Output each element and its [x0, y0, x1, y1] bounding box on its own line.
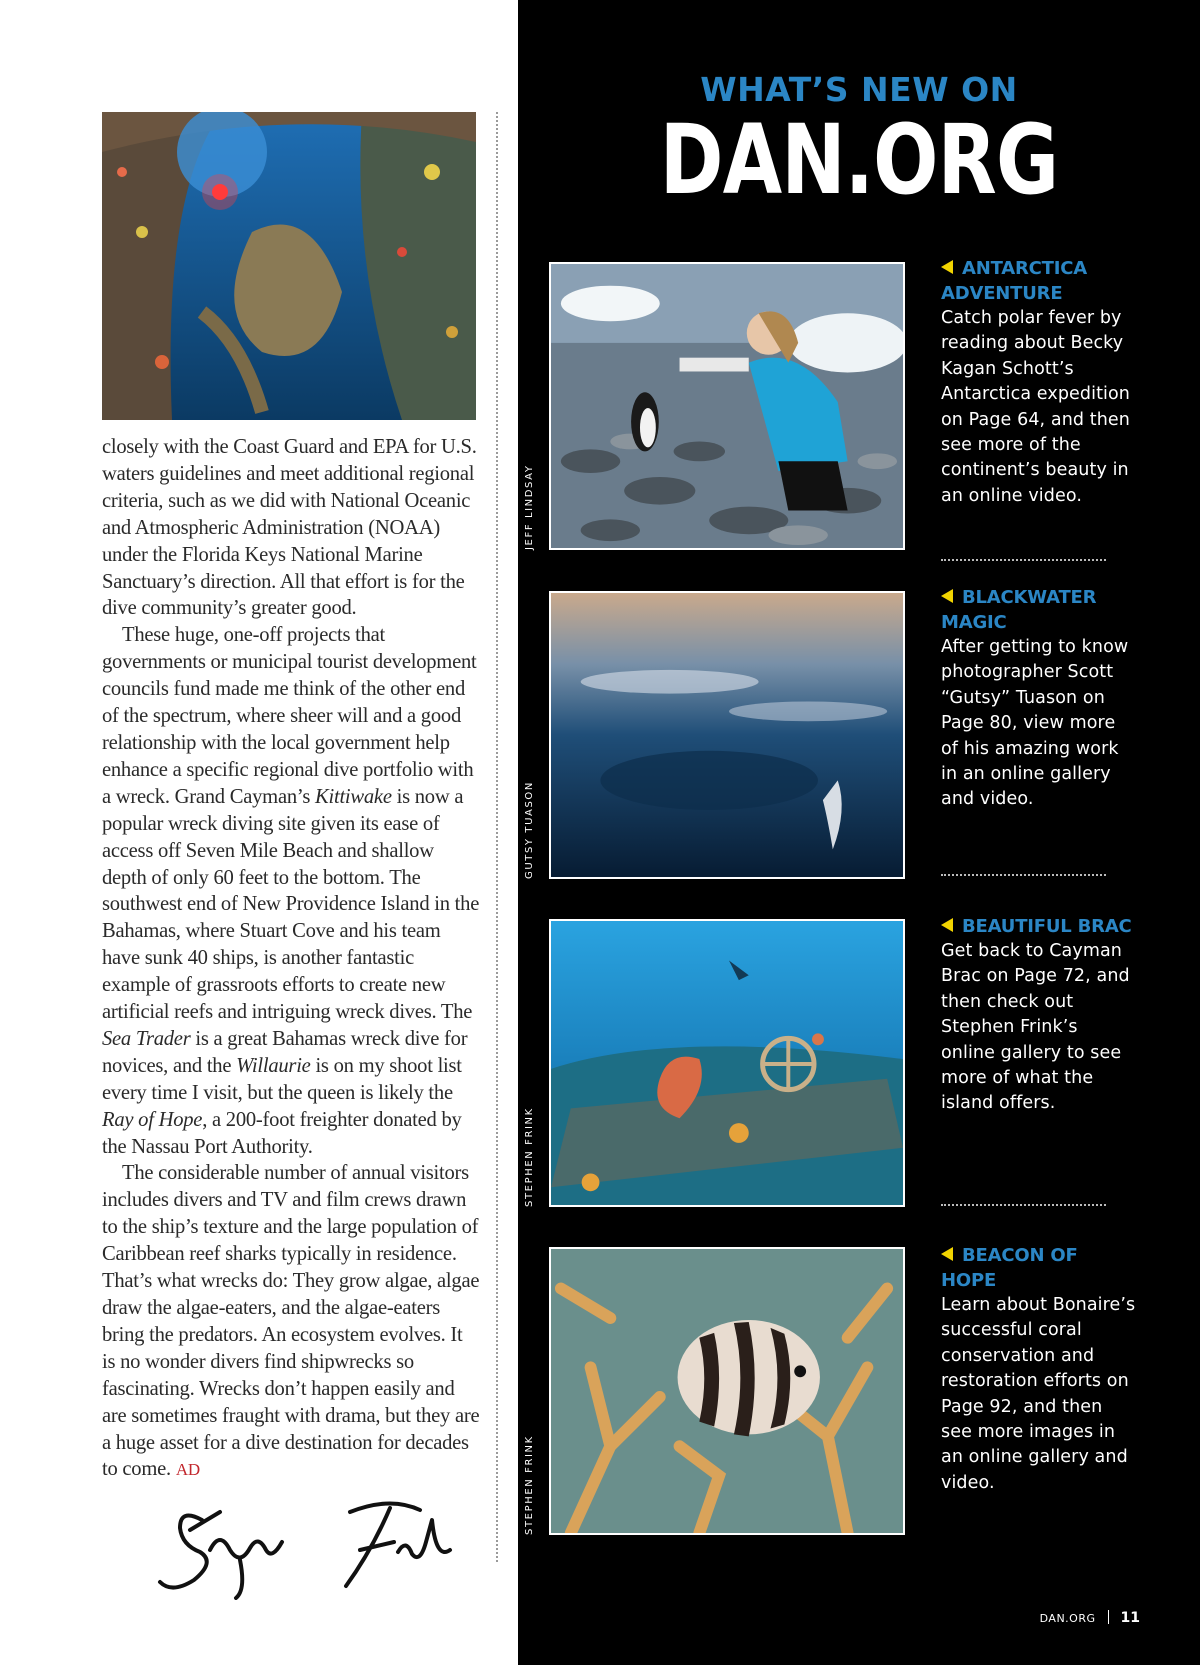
page-number: 11	[1120, 1610, 1140, 1626]
blackwater-photo	[549, 591, 905, 879]
photo-credit: STEPHEN FRINK	[524, 1435, 535, 1535]
panel-site-title: DAN.ORG	[659, 104, 1059, 216]
text-run: is on my shoot list every time I visit, but the queen is likely the	[102, 1054, 462, 1104]
news-item-bonaire[interactable]	[941, 1243, 1136, 1496]
news-item-body: Catch polar fever by reading about Becky Kagan Schott’s Antarctica expedition on Page 64, and then see more of the continent’s beauty in an online video.	[941, 308, 1130, 506]
article-column	[0, 0, 518, 1665]
text-run: The considerable number of annual visitors includes divers and TV and film crews drawn to the ship’s texture and the large population of Caribbean reef sharks typically in residence. That’s what wrecks do: They grow algae, algae draw the algae-eaters, and the algae-eaters bring the predators. An ecosystem evolves. It is no wonder divers find shipwrecks so fascinating. Wrecks don’t happen easily and are sometimes fraught with drama, but they are a huge asset for a dive destination for decades to come.	[102, 1162, 480, 1481]
news-item-title[interactable]: BEACON OF HOPE	[941, 1245, 1078, 1291]
news-item-title[interactable]: BLACKWATER MAGIC	[941, 587, 1097, 633]
item-divider	[941, 559, 1106, 561]
italic-title: Sea Trader	[102, 1027, 191, 1050]
arrow-left-icon	[941, 918, 953, 932]
news-item-body: Learn about Bonaire’s successful coral conservation and restoration efforts on Page 92, and then see more images in an online gallery and video.	[941, 1295, 1136, 1493]
news-item-body: Get back to Cayman Brac on Page 72, and then check out Stephen Frink’s online gallery to see more of what the island offers.	[941, 941, 1130, 1114]
text-run: These huge, one-off projects that governments or municipal tourist development councils fund made me think of the other end of the spectrum, where sheer will and a good relationship with the local government help enhance a specific regional dive portfolio with a wreck. Grand Cayman’s	[102, 624, 477, 808]
photo-credit: JEFF LINDSAY	[524, 464, 535, 550]
article-paragraph	[102, 1160, 480, 1484]
text-run: closely with the Coast Guard and EPA for U.S. waters guidelines and meet additional regional criteria, such as we did with National Oceanic and Atmospheric Administration (NOAA) under the Florida Keys National Marine Sanctuary’s direction. All that effort is for the dive community’s greater good.	[102, 436, 477, 620]
text-run: is now a popular wreck diving site given its ease of access off Seven Mile Beach and shallow depth of only 60 feet to the bottom. The southwest end of New Providence Island in the Bahamas, where Stuart Cove and his team have sunk 40 ships, is another fantastic example of grassroots efforts to create new artificial reefs and intriguing wreck dives. The	[102, 785, 480, 1024]
bonaire-coral-photo	[549, 1247, 905, 1535]
article-paragraph	[102, 622, 480, 1160]
arrow-left-icon	[941, 1247, 953, 1261]
arrow-left-icon	[941, 589, 953, 603]
item-divider	[941, 874, 1106, 876]
end-mark: AD	[175, 1460, 200, 1480]
cayman-brac-wreck-photo	[549, 919, 905, 1207]
photo-credit: STEPHEN FRINK	[524, 1107, 535, 1207]
news-item-body: After getting to know photographer Scott “Gutsy” Tuason on Page 80, view more of his amazing work in an online gallery and video.	[941, 637, 1129, 810]
whats-new-panel	[518, 0, 1200, 1665]
article-body	[102, 434, 480, 1484]
news-item-blackwater[interactable]	[941, 585, 1136, 813]
text-run: , a 200-foot freighter donated by the Nassau Port Authority.	[102, 1108, 462, 1158]
panel-kicker: WHAT’S NEW ON	[700, 70, 1018, 109]
italic-title: Ray of Hope	[102, 1108, 203, 1131]
news-item-title[interactable]: ANTARCTICA ADVENTURE	[941, 258, 1087, 304]
news-item-brac[interactable]	[941, 914, 1136, 1117]
column-divider	[496, 112, 498, 1562]
article-paragraph	[102, 434, 480, 622]
text-run: is a great Bahamas wreck dive for novices, and the	[102, 1027, 468, 1077]
shipwreck-divers-photo	[102, 112, 476, 420]
footer-site: DAN.ORG	[1039, 1612, 1096, 1625]
page-footer	[1040, 1607, 1140, 1626]
photo-credit: GUTSY TUASON	[524, 781, 535, 879]
footer-separator	[1108, 1610, 1109, 1624]
author-signature	[150, 1490, 460, 1600]
antarctica-photo	[549, 262, 905, 550]
italic-title: Kittiwake	[315, 785, 392, 808]
news-item-antarctica[interactable]	[941, 256, 1136, 509]
news-item-title[interactable]: BEAUTIFUL BRAC	[941, 914, 1136, 939]
italic-title: Willaurie	[236, 1054, 311, 1077]
arrow-left-icon	[941, 260, 953, 274]
item-divider	[941, 1204, 1106, 1206]
